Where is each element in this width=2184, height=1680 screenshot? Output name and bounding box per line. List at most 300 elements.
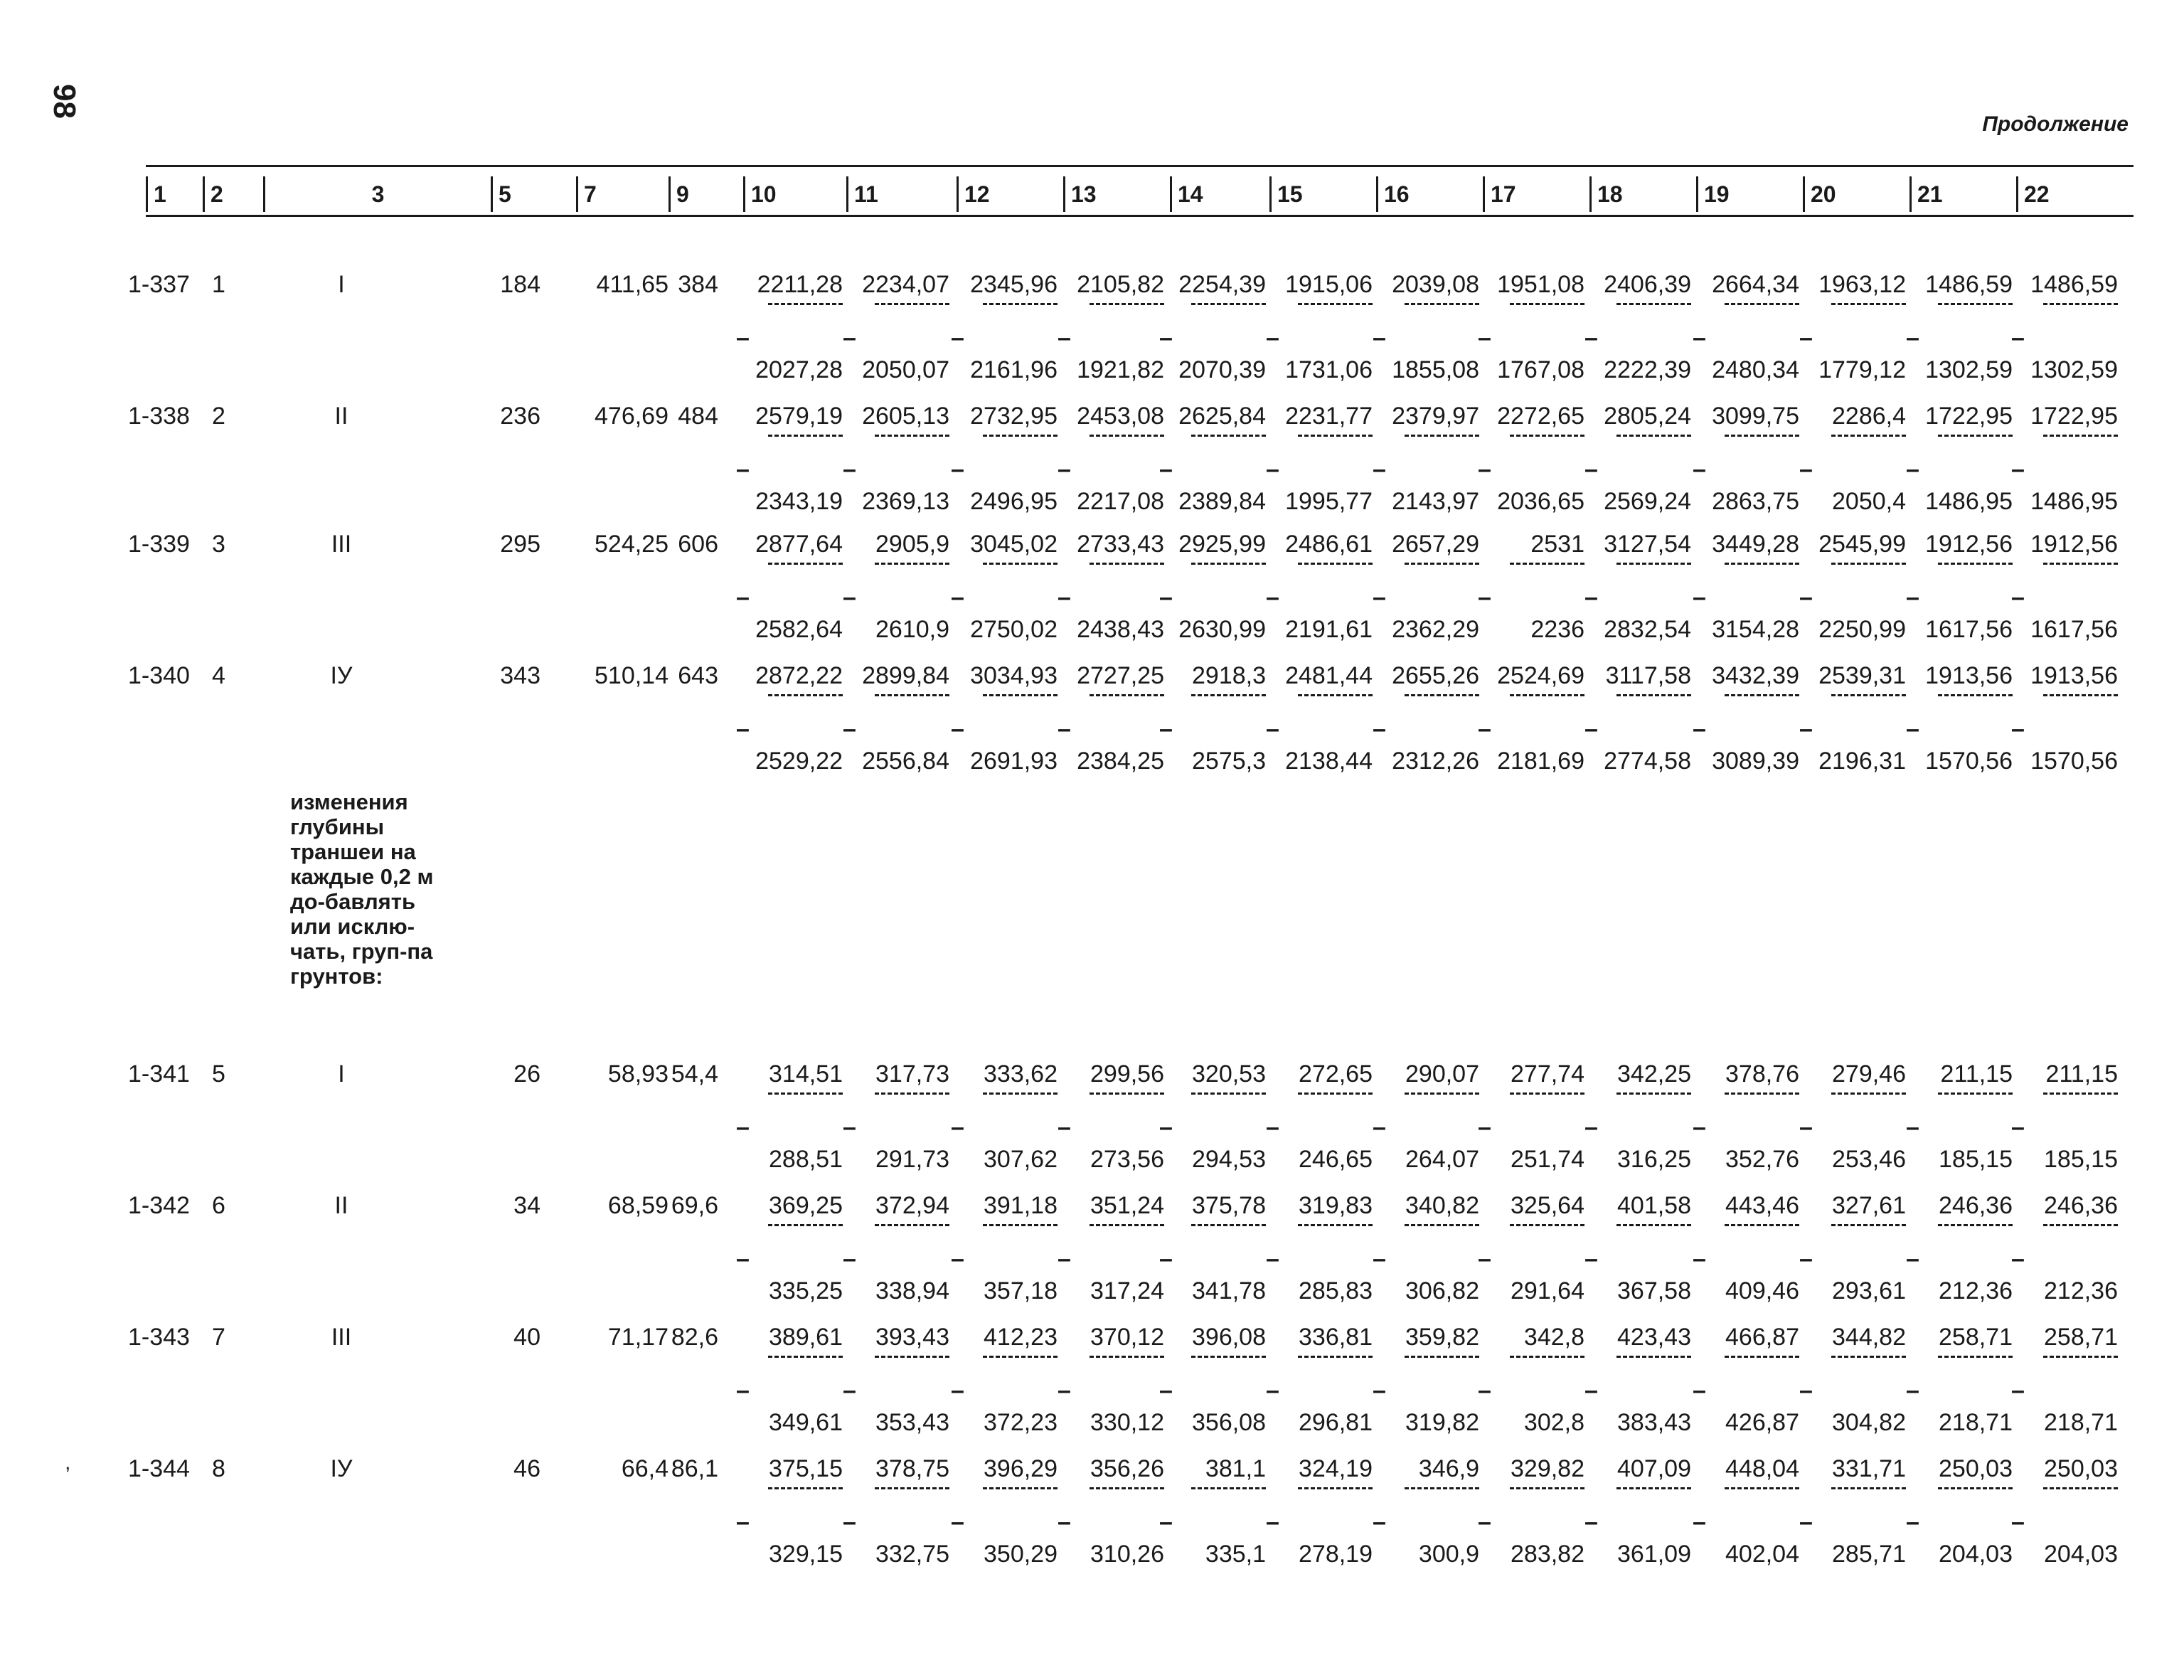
denominator-value: 349,61 <box>769 1409 843 1436</box>
numerator-value: 396,08 <box>1192 1324 1266 1351</box>
fraction-dashed-line <box>2011 690 2118 718</box>
value-col-7: 476,69 <box>595 403 668 430</box>
fraction-dash: – <box>951 1114 964 1141</box>
numerator-value: 391,18 <box>984 1192 1058 1219</box>
header-bottom-rule <box>146 215 2134 217</box>
numerator-value: 272,65 <box>1299 1060 1373 1088</box>
fraction-value <box>736 1191 843 1305</box>
fraction-value <box>1373 530 1479 644</box>
continuation-label: Продолжение <box>1982 112 2129 136</box>
row-number: 8 <box>212 1455 225 1482</box>
fraction-value <box>1584 402 1691 516</box>
fraction-dash: – <box>1906 456 1919 483</box>
numerator-value: 2539,31 <box>1818 662 1906 689</box>
numerator-value: 396,29 <box>984 1455 1058 1482</box>
fraction-dashed-line <box>1058 1220 1164 1248</box>
depth-change-note: изменения глубины траншеи на каждые 0,2 м до-бавлять или исклю-чать, груп-па грунтов: <box>290 790 434 989</box>
fraction-dashed-line <box>1584 1483 1691 1511</box>
fraction-dash: – <box>736 716 750 743</box>
column-header: 18 <box>1589 176 1696 212</box>
fraction-value <box>1373 1191 1479 1305</box>
numerator-value: 3432,39 <box>1712 662 1799 689</box>
numerator-value: 2231,77 <box>1285 403 1373 430</box>
value-col-7: 58,93 <box>607 1060 668 1088</box>
fraction-dash: – <box>1799 716 1813 743</box>
fraction-value <box>2011 1323 2118 1437</box>
fraction-dashed-line <box>1906 430 2013 459</box>
numerator-value: 407,09 <box>1617 1455 1691 1482</box>
fraction-value <box>1478 402 1584 516</box>
fraction-dash: – <box>1478 456 1491 483</box>
fraction-dash: – <box>1693 1114 1706 1141</box>
fraction-dash: – <box>1693 1377 1706 1404</box>
denominator-value: 338,94 <box>875 1277 949 1304</box>
fraction-value <box>2011 661 2118 775</box>
fraction-dashed-line <box>1373 430 1479 459</box>
numerator-value: 299,56 <box>1090 1060 1164 1088</box>
fraction-dashed-line <box>1584 690 1691 718</box>
fraction-dash: – <box>843 324 856 351</box>
fraction-dash: – <box>1478 1509 1491 1536</box>
numerator-value: 336,81 <box>1299 1324 1373 1351</box>
denominator-value: 285,83 <box>1299 1277 1373 1304</box>
denominator-value: 2362,29 <box>1392 616 1479 643</box>
fraction-dash: – <box>736 324 750 351</box>
denominator-value: 2036,65 <box>1497 488 1584 515</box>
denominator-value: 2691,93 <box>970 748 1058 775</box>
denominator-value: 367,58 <box>1617 1277 1691 1304</box>
fraction-value <box>1478 1455 1584 1568</box>
numerator-value: 2625,84 <box>1178 403 1266 430</box>
numerator-value: 375,78 <box>1192 1192 1266 1219</box>
fraction-dash: – <box>736 584 750 611</box>
fraction-value <box>1058 402 1164 516</box>
fraction-dash: – <box>1058 324 1071 351</box>
fraction-dash: – <box>1373 456 1386 483</box>
fraction-dash: – <box>1058 1245 1071 1272</box>
fraction-dash: – <box>1266 584 1279 611</box>
fraction-dash: – <box>2011 1245 2025 1272</box>
column-header: 12 <box>957 176 1063 212</box>
fraction-dashed-line <box>2011 1483 2118 1511</box>
fraction-dash: – <box>1584 1377 1598 1404</box>
numerator-value: 317,73 <box>875 1060 949 1088</box>
numerator-value: 378,75 <box>875 1455 949 1482</box>
denominator-value: 2582,64 <box>755 616 843 643</box>
denominator-value: 306,82 <box>1405 1277 1479 1304</box>
value-col-9: 86,1 <box>671 1455 718 1482</box>
fraction-dash: – <box>1478 1245 1491 1272</box>
denominator-value: 329,15 <box>769 1541 843 1568</box>
fraction-dash: – <box>1906 1509 1919 1536</box>
fraction-value <box>951 402 1058 516</box>
denominator-value: 1570,56 <box>1925 748 2013 775</box>
numerator-value: 340,82 <box>1405 1192 1479 1219</box>
fraction-dashed-line <box>1159 1351 1266 1380</box>
fraction-dash: – <box>1159 716 1173 743</box>
fraction-dashed-line <box>1693 690 1799 718</box>
denominator-value: 3089,39 <box>1712 748 1799 775</box>
denominator-value: 1302,59 <box>1925 356 2013 383</box>
fraction-value <box>736 530 843 644</box>
denominator-value: 2343,19 <box>755 488 843 515</box>
fraction-dashed-line <box>1799 1220 1906 1248</box>
fraction-dashed-line <box>1693 1351 1799 1380</box>
denominator-value: 2832,54 <box>1604 616 1691 643</box>
numerator-value: 250,03 <box>1939 1455 2013 1482</box>
fraction-value <box>951 270 1058 384</box>
fraction-dashed-line <box>1058 1088 1164 1117</box>
fraction-dashed-line <box>1799 1483 1906 1511</box>
fraction-dash: – <box>951 584 964 611</box>
denominator-value: 1486,95 <box>1925 488 2013 515</box>
numerator-value: 346,9 <box>1418 1455 1479 1482</box>
value-col-9: 643 <box>678 662 718 689</box>
denominator-value: 1855,08 <box>1392 356 1479 383</box>
fraction-dash: – <box>2011 1114 2025 1141</box>
numerator-value: 329,82 <box>1511 1455 1584 1482</box>
denominator-value: 332,75 <box>875 1541 949 1568</box>
fraction-dashed-line <box>2011 430 2118 459</box>
numerator-value: 3034,93 <box>970 662 1058 689</box>
fraction-dashed-line <box>1799 1351 1906 1380</box>
fraction-value <box>1693 661 1799 775</box>
numerator-value: 2379,97 <box>1392 403 1479 430</box>
numerator-value: 2254,39 <box>1178 271 1266 298</box>
fraction-value <box>951 661 1058 775</box>
numerator-value: 2531 <box>1530 531 1584 558</box>
fraction-value <box>2011 1191 2118 1305</box>
fraction-dashed-line <box>1584 299 1691 327</box>
fraction-value <box>1693 270 1799 384</box>
denominator-value: 2196,31 <box>1818 748 1906 775</box>
denominator-value: 317,24 <box>1090 1277 1164 1304</box>
fraction-value <box>951 1191 1058 1305</box>
fraction-dashed-line <box>1266 1220 1373 1248</box>
row-code: 1-337 <box>128 271 190 298</box>
fraction-dashed-line <box>1159 299 1266 327</box>
fraction-dashed-line <box>1693 430 1799 459</box>
fraction-dash: – <box>1159 324 1173 351</box>
fraction-dashed-line <box>1906 1483 2013 1511</box>
numerator-value: 2211,28 <box>757 271 843 298</box>
denominator-value: 335,25 <box>769 1277 843 1304</box>
fraction-value <box>951 530 1058 644</box>
numerator-value: 2657,29 <box>1392 531 1479 558</box>
fraction-value <box>1058 1323 1164 1437</box>
fraction-dashed-line <box>951 1351 1058 1380</box>
fraction-dash: – <box>1584 584 1598 611</box>
numerator-value: 2039,08 <box>1392 271 1479 298</box>
denominator-value: 1486,95 <box>2030 488 2118 515</box>
fraction-value <box>736 1060 843 1174</box>
denominator-value: 296,81 <box>1299 1409 1373 1436</box>
numerator-value: 1912,56 <box>2030 531 2118 558</box>
fraction-value <box>1373 270 1479 384</box>
fraction-dash: – <box>1693 584 1706 611</box>
numerator-value: 2805,24 <box>1604 403 1691 430</box>
denominator-value: 1767,08 <box>1497 356 1584 383</box>
numerator-value: 3127,54 <box>1604 531 1691 558</box>
fraction-value <box>1693 1323 1799 1437</box>
denominator-value: 2181,69 <box>1497 748 1584 775</box>
fraction-dash: – <box>1058 456 1071 483</box>
numerator-value: 320,53 <box>1192 1060 1266 1088</box>
fraction-value <box>1159 1191 1266 1305</box>
fraction-value <box>1373 1455 1479 1568</box>
numerator-value: 1486,59 <box>2030 271 2118 298</box>
fraction-dashed-line <box>1693 1220 1799 1248</box>
denominator-value: 304,82 <box>1832 1409 1906 1436</box>
denominator-value: 251,74 <box>1511 1146 1584 1173</box>
fraction-dashed-line <box>1478 1088 1584 1117</box>
denominator-value: 218,71 <box>1939 1409 2013 1436</box>
fraction-dashed-line <box>843 299 949 327</box>
fraction-dash: – <box>1373 1377 1386 1404</box>
denominator-value: 1617,56 <box>1925 616 2013 643</box>
fraction-dashed-line <box>736 1483 843 1511</box>
fraction-value <box>1373 1323 1479 1437</box>
denominator-value: 383,43 <box>1617 1409 1691 1436</box>
fraction-dashed-line <box>1159 1220 1266 1248</box>
fraction-dash: – <box>1373 1509 1386 1536</box>
fraction-dash: – <box>843 716 856 743</box>
fraction-dash: – <box>1693 324 1706 351</box>
numerator-value: 2733,43 <box>1077 531 1164 558</box>
denominator-value: 341,78 <box>1192 1277 1266 1304</box>
numerator-value: 3045,02 <box>970 531 1058 558</box>
fraction-dashed-line <box>1799 1088 1906 1117</box>
fraction-dash: – <box>1906 1245 1919 1272</box>
value-col-7: 68,59 <box>607 1192 668 1219</box>
denominator-value: 294,53 <box>1192 1146 1266 1173</box>
numerator-value: 378,76 <box>1725 1060 1799 1088</box>
soil-group: I <box>338 1060 345 1088</box>
fraction-dashed-line <box>1478 430 1584 459</box>
row-code: 1-341 <box>128 1060 190 1088</box>
denominator-value: 204,03 <box>1939 1541 2013 1568</box>
numerator-value: 258,71 <box>1939 1324 2013 1351</box>
value-col-9: 82,6 <box>671 1324 718 1351</box>
denominator-value: 316,25 <box>1617 1146 1691 1173</box>
numerator-value: 448,04 <box>1725 1455 1799 1482</box>
denominator-value: 2556,84 <box>862 748 949 775</box>
value-col-9: 606 <box>678 531 718 558</box>
row-code: 1-338 <box>128 403 190 430</box>
denominator-value: 2384,25 <box>1077 748 1164 775</box>
denominator-value: 2750,02 <box>970 616 1058 643</box>
numerator-value: 2877,64 <box>755 531 843 558</box>
fraction-dash: – <box>1058 716 1071 743</box>
fraction-value <box>1799 1191 1906 1305</box>
fraction-dashed-line <box>1373 1088 1479 1117</box>
column-header: 2 <box>203 176 263 212</box>
fraction-value <box>1159 1455 1266 1568</box>
fraction-dashed-line <box>1799 430 1906 459</box>
fraction-dash: – <box>1584 1509 1598 1536</box>
row-number: 1 <box>212 271 225 298</box>
denominator-value: 2050,4 <box>1832 488 1906 515</box>
denominator-value: 2863,75 <box>1712 488 1799 515</box>
fraction-dashed-line <box>843 690 949 718</box>
fraction-dash: – <box>1266 1245 1279 1272</box>
fraction-value <box>736 1323 843 1437</box>
numerator-value: 344,82 <box>1832 1324 1906 1351</box>
fraction-dashed-line <box>1373 299 1479 327</box>
row-number: 2 <box>212 403 225 430</box>
fraction-value <box>1906 1455 2013 1568</box>
fraction-value <box>736 1455 843 1568</box>
fraction-value <box>1693 530 1799 644</box>
fraction-dashed-line <box>1584 1220 1691 1248</box>
fraction-dash: – <box>1159 1114 1173 1141</box>
fraction-dash: – <box>2011 1377 2025 1404</box>
denominator-value: 2027,28 <box>755 356 843 383</box>
fraction-value <box>1478 530 1584 644</box>
fraction-dashed-line <box>1906 1088 2013 1117</box>
value-col-5: 295 <box>500 531 540 558</box>
column-header: 17 <box>1483 176 1589 212</box>
fraction-dash: – <box>843 1114 856 1141</box>
denominator-value: 288,51 <box>769 1146 843 1173</box>
row-number: 5 <box>212 1060 225 1088</box>
fraction-value <box>2011 270 2118 384</box>
fraction-dash: – <box>843 584 856 611</box>
column-header: 22 <box>2016 176 2134 212</box>
denominator-value: 2138,44 <box>1285 748 1373 775</box>
fraction-value <box>736 270 843 384</box>
numerator-value: 319,83 <box>1299 1192 1373 1219</box>
denominator-value: 2480,34 <box>1712 356 1799 383</box>
denominator-value: 2610,9 <box>875 616 949 643</box>
value-col-5: 34 <box>513 1192 540 1219</box>
soil-group: IУ <box>330 662 353 689</box>
numerator-value: 1951,08 <box>1497 271 1584 298</box>
fraction-dash: – <box>1799 324 1813 351</box>
fraction-dash: – <box>2011 456 2025 483</box>
numerator-value: 211,15 <box>1940 1060 2013 1088</box>
fraction-value <box>1159 1323 1266 1437</box>
fraction-dashed-line <box>1058 430 1164 459</box>
denominator-value: 2222,39 <box>1604 356 1691 383</box>
denominator-value: 185,15 <box>2044 1146 2118 1173</box>
denominator-value: 2161,96 <box>970 356 1058 383</box>
denominator-value: 283,82 <box>1511 1541 1584 1568</box>
fraction-dashed-line <box>843 1351 949 1380</box>
column-header: 19 <box>1696 176 1803 212</box>
fraction-value <box>2011 1455 2118 1568</box>
numerator-value: 1915,06 <box>1285 271 1373 298</box>
value-col-7: 524,25 <box>595 531 668 558</box>
fraction-dash: – <box>1266 324 1279 351</box>
fraction-value <box>951 1060 1058 1174</box>
fraction-dashed-line <box>951 1483 1058 1511</box>
fraction-dashed-line <box>1373 690 1479 718</box>
fraction-dash: – <box>1266 1377 1279 1404</box>
fraction-dash: – <box>736 456 750 483</box>
value-col-7: 71,17 <box>607 1324 668 1351</box>
fraction-dashed-line <box>1478 690 1584 718</box>
value-col-9: 484 <box>678 403 718 430</box>
fraction-value <box>1799 402 1906 516</box>
fraction-value <box>1906 530 2013 644</box>
denominator-value: 2191,61 <box>1285 616 1373 643</box>
fraction-dashed-line <box>2011 1351 2118 1380</box>
fraction-dash: – <box>1373 716 1386 743</box>
denominator-value: 291,73 <box>875 1146 949 1173</box>
denominator-value: 2774,58 <box>1604 748 1691 775</box>
fraction-dashed-line <box>951 430 1058 459</box>
soil-group: III <box>331 1324 352 1351</box>
fraction-value <box>1373 402 1479 516</box>
denominator-value: 212,36 <box>2044 1277 2118 1304</box>
numerator-value: 2345,96 <box>970 271 1058 298</box>
fraction-dash: – <box>1693 716 1706 743</box>
fraction-dashed-line <box>1906 1220 2013 1248</box>
fraction-dashed-line <box>736 1220 843 1248</box>
fraction-dashed-line <box>1159 1483 1266 1511</box>
numerator-value: 2605,13 <box>862 403 949 430</box>
fraction-value <box>1058 661 1164 775</box>
numerator-value: 2655,26 <box>1392 662 1479 689</box>
fraction-dash: – <box>1058 1114 1071 1141</box>
numerator-value: 389,61 <box>769 1324 843 1351</box>
column-header: 21 <box>1909 176 2016 212</box>
row-number: 6 <box>212 1192 225 1219</box>
fraction-dash: – <box>1799 1245 1813 1272</box>
denominator-value: 372,23 <box>984 1409 1058 1436</box>
fraction-value <box>1159 530 1266 644</box>
fraction-value <box>1058 530 1164 644</box>
fraction-dash: – <box>1478 1114 1491 1141</box>
fraction-dash: – <box>1906 324 1919 351</box>
denominator-value: 2143,97 <box>1392 488 1479 515</box>
denominator-value: 402,04 <box>1725 1541 1799 1568</box>
fraction-dash: – <box>1373 1114 1386 1141</box>
denominator-value: 185,15 <box>1939 1146 2013 1173</box>
fraction-dashed-line <box>1159 690 1266 718</box>
numerator-value: 2481,44 <box>1285 662 1373 689</box>
fraction-value <box>1799 270 1906 384</box>
fraction-dash: – <box>1373 1245 1386 1272</box>
value-col-9: 384 <box>678 271 718 298</box>
fraction-value <box>1799 1060 1906 1174</box>
fraction-dash: – <box>1159 584 1173 611</box>
denominator-value: 335,1 <box>1205 1541 1266 1568</box>
fraction-dash: – <box>951 1509 964 1536</box>
denominator-value: 2250,99 <box>1818 616 1906 643</box>
fraction-dash: – <box>1478 584 1491 611</box>
fraction-value <box>1159 1060 1266 1174</box>
fraction-dash: – <box>1159 1377 1173 1404</box>
numerator-value: 325,64 <box>1511 1192 1584 1219</box>
fraction-dashed-line <box>2011 558 2118 587</box>
fraction-dashed-line <box>1373 1351 1479 1380</box>
fraction-value <box>1799 661 1906 775</box>
fraction-dash: – <box>951 716 964 743</box>
fraction-dash: – <box>1373 324 1386 351</box>
fraction-value <box>1584 270 1691 384</box>
fraction-dash: – <box>1478 716 1491 743</box>
value-col-9: 54,4 <box>671 1060 718 1088</box>
fraction-value <box>1478 270 1584 384</box>
page-number: 98 <box>47 84 82 119</box>
denominator-value: 310,26 <box>1090 1541 1164 1568</box>
fraction-value <box>843 661 949 775</box>
denominator-value: 293,61 <box>1832 1277 1906 1304</box>
numerator-value: 381,1 <box>1205 1455 1266 1482</box>
soil-group: III <box>331 531 352 558</box>
